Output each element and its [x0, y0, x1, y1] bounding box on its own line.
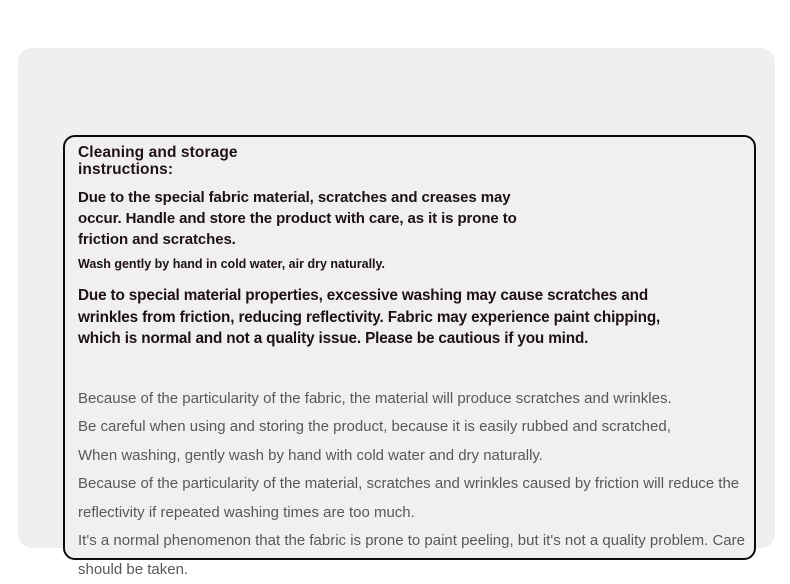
paragraph-line: Due to special material properties, excessive washing may cause scratches and: [78, 285, 742, 307]
care-note-line: When washing, gently wash by hand with cold water and dry naturally.: [78, 442, 742, 471]
care-note-line: Because of the particularity of the material, scratches and wrinkles caused by friction will reduce the: [78, 470, 742, 499]
bold-paragraph-fabric-care: [78, 187, 742, 250]
wash-instruction-note: Wash gently by hand in cold water, air dry naturally.: [78, 257, 742, 272]
instruction-panel: [63, 135, 756, 560]
paragraph-line: occur. Handle and store the product with care, as it is prone to: [78, 208, 742, 229]
care-note-line: It's a normal phenomenon that the fabric is prone to paint peeling, but it's not a quality problem. Care: [78, 527, 742, 556]
paragraph-line: wrinkles from friction, reducing reflectivity. Fabric may experience paint chipping,: [78, 307, 742, 329]
panel-title-line: instructions:: [78, 161, 742, 178]
care-note-line: should be taken.: [78, 556, 742, 584]
paragraph-line: friction and scratches.: [78, 229, 742, 250]
bold-paragraph-washing-warning: [78, 285, 742, 350]
care-note-line: reflectivity if repeated washing times are too much.: [78, 499, 742, 528]
paragraph-line: Due to the special fabric material, scratches and creases may: [78, 187, 742, 208]
care-note-line: Be careful when using and storing the product, because it is easily rubbed and scratched,: [78, 413, 742, 442]
care-note-line: Because of the particularity of the fabric, the material will produce scratches and wrinkles.: [78, 385, 742, 414]
panel-title-line: Cleaning and storage: [78, 144, 742, 161]
instruction-card: [18, 48, 775, 548]
paragraph-line: which is normal and not a quality issue. Please be cautious if you mind.: [78, 328, 742, 350]
panel-title: [78, 144, 742, 178]
care-notes-list: [78, 385, 742, 584]
